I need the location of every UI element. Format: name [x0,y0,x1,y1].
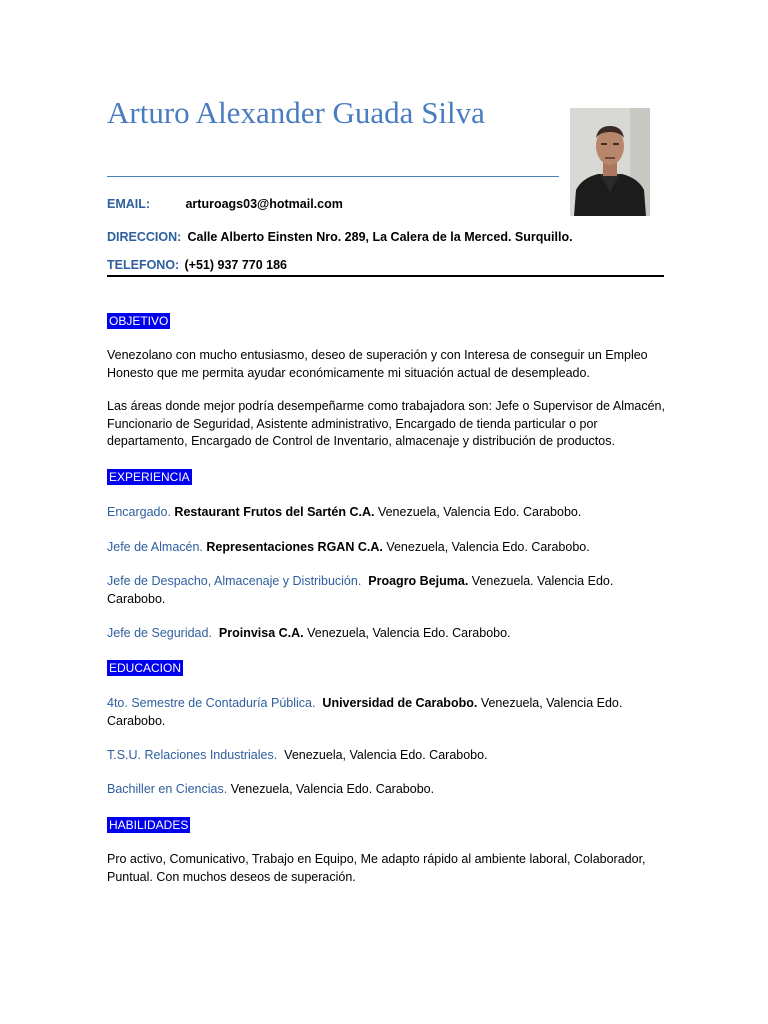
experience-location: Venezuela, Valencia Edo. Carabobo. [307,626,511,640]
address-row [107,230,573,244]
section-heading-habilidades: HABILIDADES [109,818,189,832]
experience-company: Proagro Bejuma. [368,574,469,588]
phone-row [107,258,287,272]
education-item [107,781,667,799]
education-item [107,747,667,765]
skills-paragraph: Pro activo, Comunicativo, Trabajo en Equipo, Me adapto rápido al ambiente laboral, Colaborador, Puntual. Con muchos deseos de superación. [107,852,646,884]
education-title: T.S.U. Relaciones Industriales. [107,748,278,762]
education-item [107,695,647,730]
experience-company: Representaciones RGAN C.A. [206,540,383,554]
experience-item [107,573,647,608]
experience-location: Venezuela, Valencia Edo. Carabobo. [386,540,590,554]
profile-photo [570,108,650,216]
education-institution: Universidad de Carabobo. [322,696,478,710]
experience-role: Encargado. [107,505,171,519]
experience-item [107,625,667,643]
section-heading-experiencia: EXPERIENCIA [109,470,190,484]
phone-label: TELEFONO: [107,258,180,272]
name-divider [107,176,559,177]
email-row [107,197,343,211]
address-value: Calle Alberto Einsten Nro. 289, La Calera de la Merced. Surquillo. [187,230,573,244]
objective-paragraph: Venezolano con mucho entusiasmo, deseo de superación y con Interesa de conseguir un Empleo Honesto que me permita ayudar económicamente mi situación actual de desempleado. [107,348,648,380]
section-heading-objetivo: OBJETIVO [109,314,169,328]
education-title: 4to. Semestre de Contaduría Pública. [107,696,316,710]
education-location: Venezuela, Valencia Edo. Carabobo. [107,696,623,728]
experience-item [107,539,667,557]
areas-paragraph: Las áreas donde mejor podría desempeñarme como trabajadora son: Jefe o Supervisor de Almacén, Funcionario de Seguridad, Asistente administrativo, Encargado de tienda particular o por departamento, Encargado de Control de Inventario, almacenaje y distribución de productos. [107,399,665,448]
experience-role: Jefe de Seguridad. [107,626,212,640]
section-heading-educacion: EDUCACION [109,661,182,675]
address-label: DIRECCION: [107,230,182,244]
email-value[interactable]: arturoags03@hotmail.com [185,197,343,211]
experience-location: Venezuela, Valencia Edo. Carabobo. [377,505,582,519]
candidate-name: Arturo Alexander Guada Silva [107,95,485,130]
experience-location: Venezuela. Valencia Edo. Carabobo. [107,574,614,606]
contact-divider [107,275,664,277]
phone-value: (+51) 937 770 186 [184,258,287,272]
education-location: Venezuela, Valencia Edo. Carabobo. [284,748,488,762]
experience-item [107,504,667,522]
experience-role: Jefe de Despacho, Almacenaje y Distribución. [107,574,362,588]
experience-role: Jefe de Almacén. [107,540,203,554]
education-title: Bachiller en Ciencias. [107,782,228,796]
portrait-image [570,108,650,216]
experience-company: Proinvisa C.A. [218,626,304,640]
email-label: EMAIL: [107,197,151,211]
experience-company: Restaurant Frutos del Sartén C.A. [174,505,375,519]
education-location: Venezuela, Valencia Edo. Carabobo. [230,782,435,796]
